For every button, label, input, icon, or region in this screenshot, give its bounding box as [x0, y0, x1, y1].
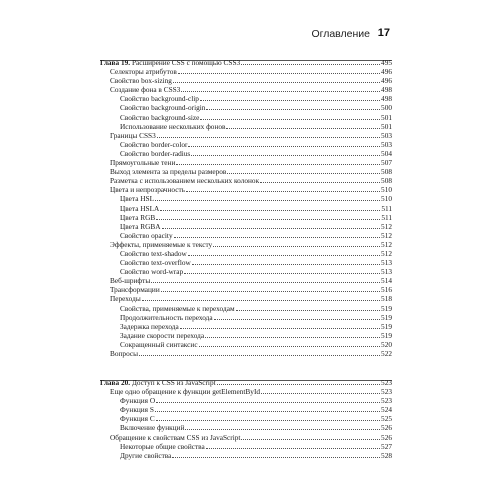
toc-page-number: 519	[381, 312, 392, 322]
toc-section-entry[interactable]	[100, 176, 392, 185]
toc-entry-title: Включение функций	[120, 423, 185, 433]
toc-leader-dots	[156, 414, 380, 421]
toc-subsection-entry[interactable]	[100, 113, 392, 122]
toc-page-number: 514	[381, 276, 392, 286]
toc-leader-dots	[151, 276, 380, 283]
toc-leader-dots	[226, 122, 380, 129]
toc-page-number: 519	[381, 303, 392, 313]
toc-page-number: 513	[381, 258, 392, 268]
toc-entry-title: Свойство background-size	[120, 112, 200, 122]
toc-section-entry[interactable]	[100, 240, 392, 249]
toc-entry-title: Свойства, применяемые к переходам	[120, 303, 235, 313]
toc-page-number: 522	[381, 349, 392, 358]
toc-leader-dots	[241, 433, 380, 440]
toc-section-entry[interactable]	[100, 185, 392, 194]
toc-page-number: 523	[381, 396, 392, 406]
toc-subsection-entry[interactable]	[100, 231, 392, 240]
toc-subsection-entry[interactable]	[100, 304, 392, 313]
running-header-page-number: 17	[377, 27, 390, 39]
toc-leader-dots	[200, 94, 380, 101]
toc-leader-dots	[161, 285, 380, 292]
toc-subsection-entry[interactable]	[100, 331, 392, 340]
toc-page-number: 527	[381, 441, 392, 451]
toc-chapter-prefix: Глава 19.	[100, 58, 131, 67]
toc-leader-dots	[188, 140, 380, 147]
toc-entry-title: Эффекты, применяемые к тексту	[110, 239, 213, 249]
toc-entry-title: Обращение к свойствам CSS из JavaScript	[110, 432, 241, 442]
toc-entry-title: Функция S	[120, 405, 154, 415]
toc-entry-title: Веб-шрифты	[110, 276, 151, 286]
toc-page-number: 501	[381, 121, 392, 131]
toc-leader-dots	[217, 378, 380, 385]
toc-page-number: 503	[381, 139, 392, 149]
toc-leader-dots	[213, 240, 380, 247]
toc-leader-dots	[192, 258, 380, 265]
toc-page-number: 523	[381, 378, 392, 387]
toc-leader-dots	[156, 213, 380, 220]
toc-page-number: 519	[381, 330, 392, 340]
toc-leader-dots	[155, 405, 380, 412]
toc-section-entry[interactable]	[100, 167, 392, 176]
toc-entry-title: Другие свойства	[120, 450, 172, 460]
toc-entry-title: Цвета RGBA	[120, 221, 161, 231]
toc-chapter-name: Расширение CSS с помощью CSS3	[131, 58, 241, 67]
toc-page-number: 528	[381, 450, 392, 460]
toc-leader-dots	[200, 113, 380, 120]
toc-page-number: 513	[381, 267, 392, 277]
toc-page-number: 526	[381, 432, 392, 442]
toc-subsection-entry[interactable]	[100, 423, 392, 432]
toc-section-entry[interactable]	[100, 276, 392, 285]
toc-page-number: 512	[381, 248, 392, 258]
toc-entry-title: Функция O	[120, 396, 156, 406]
toc-subsection-entry[interactable]	[100, 340, 392, 349]
toc-page-number: 503	[381, 130, 392, 140]
toc-page-number: 520	[381, 339, 392, 349]
toc-page-number: 524	[381, 405, 392, 415]
toc-page-number: 512	[381, 230, 392, 240]
toc-subsection-entry[interactable]	[100, 249, 392, 258]
toc-entry-title: Задание скорости перехода	[120, 330, 205, 340]
toc-chapter-name: Доступ к CSS из JavaScript	[131, 378, 216, 387]
toc-section-entry[interactable]	[100, 387, 392, 396]
toc-entry-title: Разметка с использованием нескольких колонок	[110, 176, 260, 186]
toc-subsection-entry[interactable]	[100, 122, 392, 131]
toc-entry-title: Прямоугольные тени	[110, 158, 176, 168]
toc-entry-title: Сокращенный синтаксис	[120, 339, 198, 349]
toc-entry-title: Селекторы атрибутов	[110, 67, 177, 77]
toc-subsection-entry[interactable]	[100, 213, 392, 222]
toc-subsection-entry[interactable]	[100, 322, 392, 331]
toc-page-number: 523	[381, 387, 392, 397]
running-header-title: Оглавление	[311, 28, 370, 40]
toc-subsection-entry[interactable]	[100, 204, 392, 213]
toc-entry-title: Функция C	[120, 414, 155, 424]
toc-leader-dots	[188, 249, 380, 256]
toc-entry-title: Свойство background-clip	[120, 94, 199, 104]
toc-leader-dots	[181, 85, 380, 92]
toc-entry-title: Свойство background-origin	[120, 103, 206, 113]
toc-leader-dots	[199, 340, 380, 347]
toc-page-number: 518	[381, 294, 392, 304]
toc-entry-title: Свойство border-color	[120, 139, 188, 149]
toc-entry-title: Свойство border-radius	[120, 148, 191, 158]
toc-page-number: 525	[381, 414, 392, 424]
toc-page-number: 498	[381, 85, 392, 95]
toc-leader-dots	[176, 158, 380, 165]
toc-leader-dots	[184, 267, 380, 274]
toc-section-entry[interactable]	[100, 285, 392, 294]
toc-leader-dots	[157, 131, 380, 138]
toc-subsection-entry[interactable]	[100, 405, 392, 414]
toc-entry-title: Переходы	[110, 294, 141, 304]
toc-entry-title: Границы CSS3	[110, 130, 156, 140]
toc-page-number: 496	[381, 76, 392, 86]
toc-entry-title: Свойство word-wrap	[120, 267, 184, 277]
toc-subsection-entry[interactable]	[100, 194, 392, 203]
toc-page-number: 498	[381, 94, 392, 104]
toc-chapter-prefix: Глава 20.	[100, 378, 131, 387]
toc-subsection-entry[interactable]	[100, 267, 392, 276]
toc-page-number: 511	[381, 203, 392, 213]
toc-section-entry[interactable]	[100, 433, 392, 442]
toc-section-entry[interactable]	[100, 67, 392, 76]
toc-leader-dots	[241, 58, 380, 65]
toc-leader-dots	[160, 204, 380, 211]
toc-leader-dots	[227, 167, 380, 174]
toc-subsection-entry[interactable]	[100, 149, 392, 158]
toc-leader-dots	[205, 331, 380, 338]
toc-page-number: 496	[381, 67, 392, 77]
toc-subsection-entry[interactable]	[100, 103, 392, 112]
running-header	[96, 27, 392, 43]
toc-entry-title: Свойство opacity	[120, 230, 173, 240]
toc-chapter-title	[100, 58, 240, 67]
toc-page-number: 508	[381, 167, 392, 177]
toc-entry-title: Свойство box-sizing	[110, 76, 172, 86]
toc-entry-title: Цвета HSL	[120, 194, 155, 204]
toc-section-entry[interactable]	[100, 131, 392, 140]
toc-page-number: 495	[381, 58, 392, 67]
toc-leader-dots	[206, 442, 380, 449]
toc-page-number: 510	[381, 194, 392, 204]
toc-section-entry[interactable]	[100, 294, 392, 303]
toc-chapter-heading[interactable]	[100, 58, 392, 67]
toc-leader-dots	[185, 423, 380, 430]
toc-leader-dots	[139, 349, 380, 356]
toc-chapter-20	[100, 378, 392, 460]
toc-leader-dots	[142, 294, 380, 301]
toc-page-number: 516	[381, 285, 392, 295]
toc-entry-title: Использование нескольких фонов	[120, 121, 226, 131]
toc-leader-dots	[214, 313, 380, 320]
toc-chapter-title	[100, 378, 216, 387]
toc-subsection-entry[interactable]	[100, 94, 392, 103]
toc-subsection-entry[interactable]	[100, 258, 392, 267]
toc-page-number: 507	[381, 158, 392, 168]
toc-page-number: 500	[381, 103, 392, 113]
toc-leader-dots	[155, 194, 380, 201]
toc-entry-title: Еще одно обращение к функции getElementById	[110, 387, 261, 397]
toc-page-number: 512	[381, 239, 392, 249]
toc-section-entry[interactable]	[100, 158, 392, 167]
toc-leader-dots	[191, 149, 380, 156]
toc-leader-dots	[261, 387, 380, 394]
toc-subsection-entry[interactable]	[100, 396, 392, 405]
toc-page-number: 508	[381, 176, 392, 186]
toc-subsection-entry[interactable]	[100, 222, 392, 231]
toc-leader-dots	[172, 451, 380, 458]
toc-leader-dots	[180, 322, 380, 329]
toc-page-number: 511	[381, 212, 392, 222]
toc-page-number: 512	[381, 221, 392, 231]
toc-section-entry[interactable]	[100, 76, 392, 85]
toc-entry-title: Цвета HSLA	[120, 203, 160, 213]
toc-subsection-entry[interactable]	[100, 140, 392, 149]
toc-leader-dots	[178, 67, 380, 74]
toc-page-number: 501	[381, 112, 392, 122]
toc-entry-title: Свойство text-overflow	[120, 258, 191, 268]
toc-subsection-entry[interactable]	[100, 414, 392, 423]
toc-chapter-19	[100, 58, 392, 358]
toc-leader-dots	[206, 103, 380, 110]
toc-entry-title: Продолжительность перехода	[120, 312, 213, 322]
toc-entry-title: Цвета RGB	[120, 212, 156, 222]
toc-page-number: 510	[381, 185, 392, 195]
toc-leader-dots	[173, 76, 380, 83]
toc-entry-title: Свойство text-shadow	[120, 248, 187, 258]
toc-entry-title: Трансформации	[110, 285, 160, 295]
toc-subsection-entry[interactable]	[100, 442, 392, 451]
toc-entry-title: Создание фона в CSS3	[110, 85, 181, 95]
toc-leader-dots	[162, 222, 381, 229]
toc-section-entry[interactable]	[100, 349, 392, 358]
toc-page-number: 519	[381, 321, 392, 331]
toc-entry-title: Выход элемента за пределы размеров	[110, 167, 227, 177]
toc-entry-title: Задержка перехода	[120, 321, 179, 331]
toc-subsection-entry[interactable]	[100, 451, 392, 460]
toc-page-number: 504	[381, 148, 392, 158]
toc-entry-title: Цвета и непрозрачность	[110, 185, 185, 195]
toc-chapter-heading[interactable]	[100, 378, 392, 387]
toc-entry-title: Вопросы	[110, 349, 139, 358]
toc-entry-title: Некоторые общие свойства	[120, 441, 205, 451]
toc-leader-dots	[174, 231, 380, 238]
toc-leader-dots	[260, 176, 380, 183]
toc-leader-dots	[186, 185, 380, 192]
toc-leader-dots	[236, 304, 380, 311]
toc-page-number: 526	[381, 423, 392, 433]
toc-leader-dots	[156, 396, 380, 403]
toc-section-entry[interactable]	[100, 85, 392, 94]
toc-subsection-entry[interactable]	[100, 313, 392, 322]
